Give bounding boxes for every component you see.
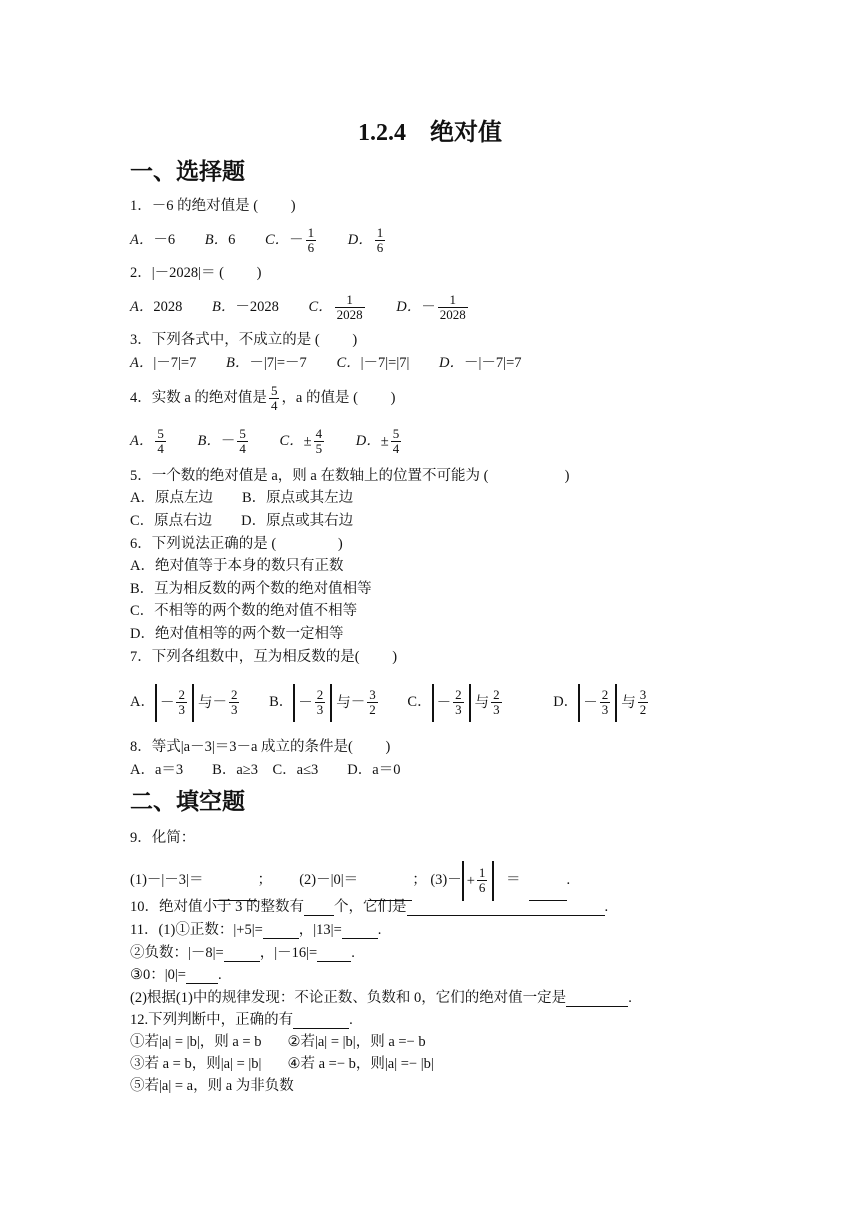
section-heading-choice: 一、选择题 — [130, 159, 245, 184]
q2-option-c: C． $\frac{1}{2028}$ — [308, 292, 363, 323]
q11-blank-3[interactable] — [224, 947, 260, 962]
q12-item-3: ③若 a = b，则|a| = |b| — [130, 1056, 262, 1072]
section-heading-fill: 二、填空题 — [130, 789, 245, 814]
question-11-line-4: (2)根据(1)中的规律发现：不论正数、负数和 0，它们的绝对值一定是 . — [130, 990, 632, 1006]
q2-option-d: D．－ $\frac{1}{2028}$ — [396, 292, 466, 323]
q7-option-b: B． － $\frac{2}{3}$ 与－ $\frac{3}{2}$ — [269, 694, 380, 710]
q11-blank-5[interactable] — [186, 969, 218, 984]
question-5-stem: 5．一个数的绝对值是 a，则 a 在数轴上的位置不可能为 ( ) — [130, 468, 570, 484]
question-2-options — [130, 289, 496, 326]
q4-option-b: B．－ $\frac{5}{4}$ — [197, 426, 246, 457]
q2-option-a: A．2028 — [130, 299, 183, 315]
question-6-option-a: A．绝对值等于本身的数只有正数 — [130, 558, 344, 574]
q7-option-a: A． － $\frac{2}{3}$ 与－ $\frac{2}{3}$ — [130, 694, 241, 710]
question-3-options — [130, 354, 548, 372]
q11-blank-6[interactable] — [566, 992, 628, 1007]
q3-option-b: B．－|7|=－7 — [225, 355, 307, 371]
question-11-line-2: ②负数：|－8|= ，|－16|= . — [130, 945, 355, 961]
q12-item-4: ④若 a =− b，则|a| =− |b| — [287, 1056, 434, 1072]
question-11-line-1: 11．(1)①正数：|+5|= ，|13|= . — [130, 922, 382, 938]
q10-list-blank[interactable] — [407, 901, 605, 916]
question-3-stem: 3．下列各式中，不成立的是 ( ) — [130, 332, 358, 348]
q3-option-d: D．－|－7|=7 — [439, 355, 522, 371]
question-6-option-b: B．互为相反数的两个数的绝对值相等 — [130, 581, 372, 597]
question-8-options: A．a＝3 B．a≥3 C．a≤3 D．a＝0 — [130, 762, 401, 778]
question-7-stem: 7．下列各组数中，互为相反数的是( ) — [130, 649, 398, 665]
question-4-options — [130, 423, 429, 460]
q2-option-b: B．－2028 — [211, 299, 279, 315]
q1-option-a: A．－6 — [130, 232, 176, 248]
q12-blank[interactable] — [293, 1014, 349, 1029]
question-5-options-cd: C．原点右边 D．原点或其右边 — [130, 513, 354, 529]
q4-option-d: D．± $\frac{5}{4}$ — [355, 426, 400, 457]
question-7-options — [130, 680, 650, 725]
q10-count-blank[interactable] — [304, 901, 334, 916]
question-6-option-d: D．绝对值相等的两个数一定相等 — [130, 626, 344, 642]
q12-item-2: ②若|a| = |b|，则 a =− b — [287, 1034, 426, 1050]
q11-blank-2[interactable] — [342, 924, 378, 939]
question-8-stem: 8．等式|a－3|＝3－a 成立的条件是( ) — [130, 739, 391, 755]
page-title: 1.2.4 绝对值 — [358, 120, 502, 146]
question-12-stem: 12.下列判断中，正确的有 . — [130, 1012, 353, 1028]
question-5-options-ab: A．原点左边 B．原点或其左边 — [130, 490, 354, 506]
question-11-line-3: ③0：|0|= . — [130, 967, 222, 983]
q3-option-c: C．|－7|=|7| — [336, 355, 410, 371]
question-10: 10．绝对值小于 3 的整数有 个，它们是 . — [130, 899, 609, 915]
question-6-stem: 6．下列说法正确的是 ( ) — [130, 536, 343, 552]
question-9-stem: 9．化简： — [130, 830, 196, 846]
question-9-parts: (1)－|－3|＝ ； (2)－|0|＝ ； (3)－ + $\frac{1}{6}$ ＝ . — [130, 860, 570, 901]
q4-option-a: A． $\frac{5}{4}$ — [130, 426, 164, 457]
question-1-stem: 1．－6 的绝对值是 ( ) — [130, 198, 296, 214]
q12-item-1: ①若|a| = |b|，则 a = b — [130, 1034, 262, 1050]
question-12-items-1-2 — [130, 1033, 426, 1051]
q7-option-c: C． － $\frac{2}{3}$ 与 $\frac{2}{3}$ — [407, 694, 503, 710]
q3-option-a: A．|－7|=7 — [130, 355, 197, 371]
question-12-item-5: ⑤若|a| = a，则 a 为非负数 — [130, 1078, 294, 1094]
question-12-items-3-4 — [130, 1055, 434, 1073]
q1-option-c: C．－ $\frac{1}{6}$ — [264, 225, 315, 256]
q4-option-c: C．± $\frac{4}{5}$ — [279, 426, 323, 457]
q11-blank-4[interactable] — [317, 947, 351, 962]
q1-option-d: D． $\frac{1}{6}$ — [347, 225, 384, 256]
question-1-options — [130, 222, 413, 259]
q11-blank-1[interactable] — [263, 924, 299, 939]
q7-option-d: D． － $\frac{2}{3}$ 与 $\frac{3}{2}$ — [553, 694, 650, 710]
question-6-option-c: C．不相等的两个数的绝对值不相等 — [130, 603, 358, 619]
q1-option-b: B．6 — [204, 232, 236, 248]
question-2-stem: 2．|－2028|＝ ( ) — [130, 265, 262, 281]
question-4-stem: 4．实数 a 的绝对值是 $\frac{5}{4}$ ，a 的值是 ( ) — [130, 383, 396, 414]
